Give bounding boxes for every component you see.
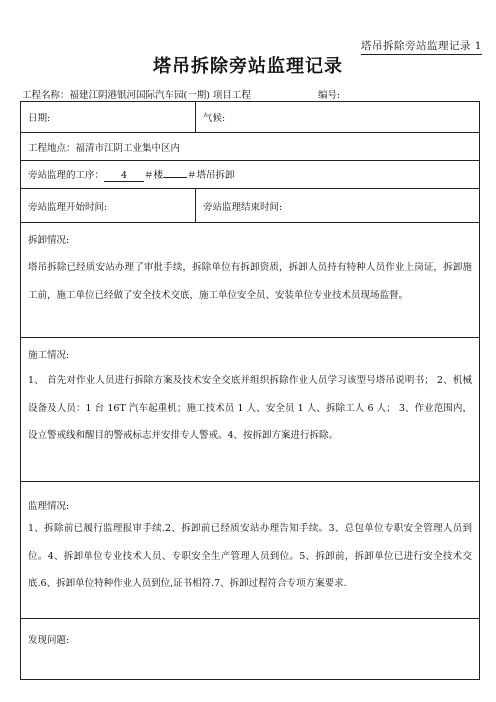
dismantle-heading: 拆卸情况:: [28, 235, 70, 246]
building-number: 4: [104, 170, 144, 182]
page-title: 塔吊拆除旁站监理记录: [153, 56, 343, 77]
dismantle-section: [21, 223, 480, 338]
supervision-text: 1、拆除前已履行监理报审手续.2、拆卸前已经质安站办理告知手续。3、总包单位专职安全管理人员到位。4、拆卸单位专业技术人员、专职安全生产管理人员到位。5、拆卸前，拆卸单位已进行安全技术交底.6、拆卸单位特种作业人员到位,证书相符.7、拆卸过程符合专项方案要求.: [28, 523, 472, 589]
date-cell: 日期:: [21, 102, 196, 133]
construction-heading: 施工情况:: [28, 350, 70, 361]
process-label: 旁站监理的工序：: [28, 170, 105, 181]
crane-number: [163, 177, 187, 178]
crane-suffix: ＃塔吊拆卸: [187, 170, 235, 181]
supervision-section: [21, 482, 480, 619]
problems-section: [21, 619, 480, 680]
record-form-table: [20, 101, 480, 680]
project-name: 工程名称：福建江阴港银河国际汽车园(一期) 项目工程: [22, 90, 251, 101]
building-unit: ＃楼: [144, 170, 164, 181]
supervision-heading: 监理情况:: [28, 501, 70, 512]
start-time-cell: 旁站监理开始时间:: [21, 189, 196, 223]
weather-cell: 气候:: [196, 102, 480, 133]
dismantle-text: 塔吊拆除已经质安站办理了审批手续，拆除单位有拆卸资质，拆卸人员持有特种人员作业上岗证，拆卸施工前，施工单位已经做了安全技术交底，施工单位安全员、安装单位专业技术员现场监督。: [28, 262, 472, 301]
problems-heading: 发现问题:: [28, 635, 70, 646]
site-location-cell: 工程地点：福清市江阴工业集中区内: [21, 133, 480, 161]
record-number-label: 编号:: [318, 90, 341, 101]
end-time-cell: 旁站监理结束时间:: [196, 189, 480, 223]
construction-section: [21, 338, 480, 482]
process-cell: [21, 161, 480, 189]
construction-text: 1、 首先对作业人员进行拆除方案及技术安全交底并组织拆除作业人员学习该型号塔吊说明书； 2、机械设备及人员：1 台 16T 汽车起重机；施工技术员 1 人、安全员 1 人、拆除工人 6 人； 3、作业范围内，设立警戒线和醒目的警戒标志并安排专人警戒。4、按拆卸方案进行拆除。: [28, 375, 472, 441]
project-info-row: [22, 87, 482, 101]
header-label: 塔吊拆除旁站监理记录 1: [361, 38, 482, 55]
